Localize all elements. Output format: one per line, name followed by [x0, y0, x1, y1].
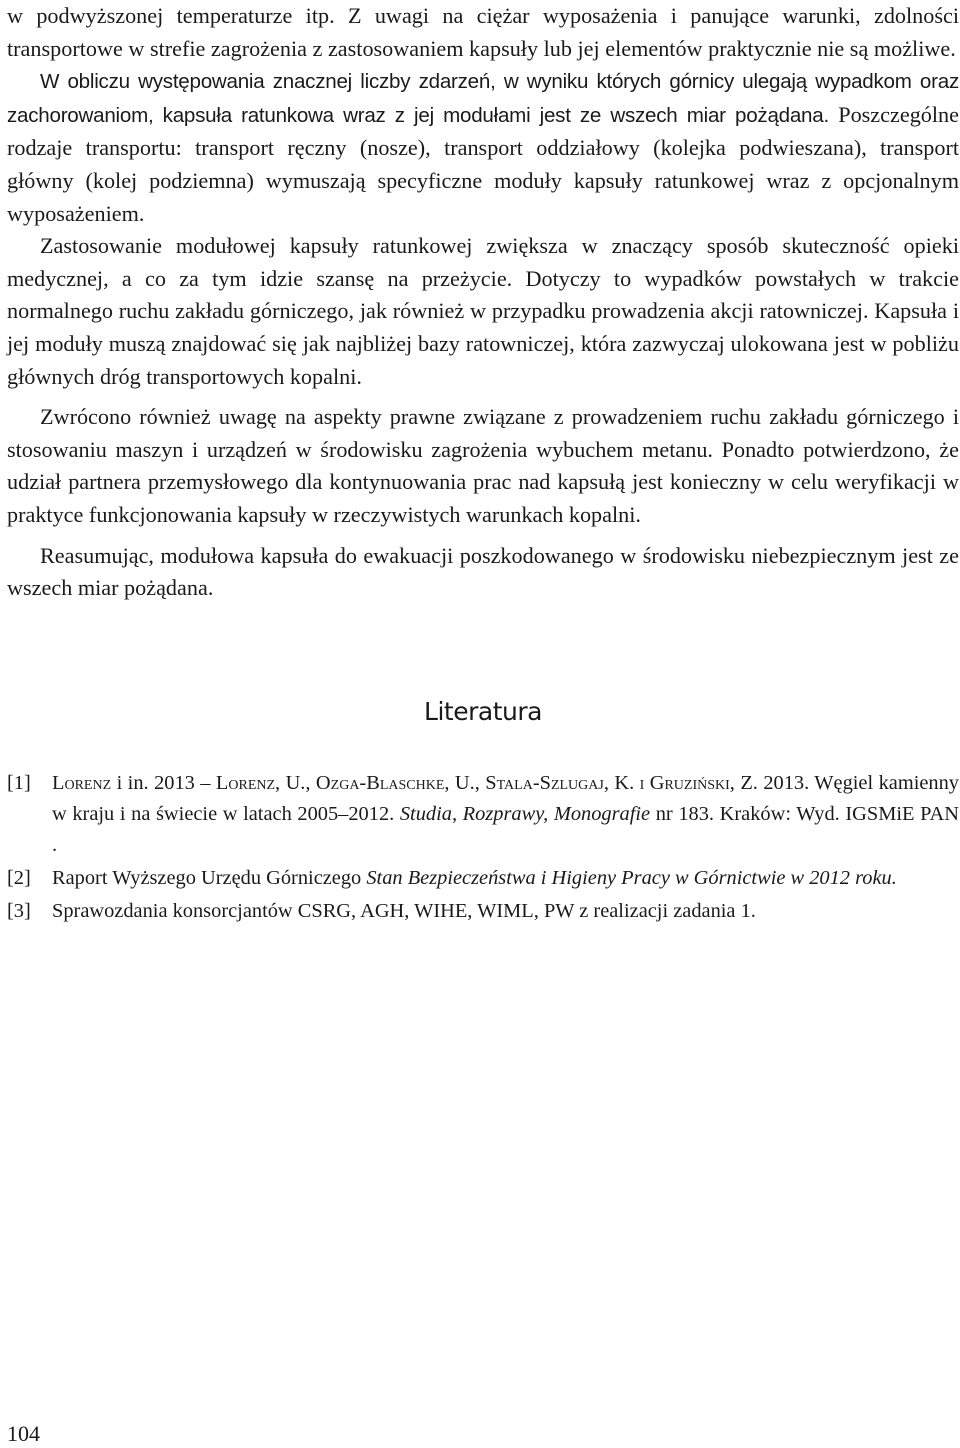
reference-3-text: Sprawozdania konsorcjantów CSRG, AGH, WIHE, WIML, PW z realizacji zadania 1.	[52, 900, 756, 922]
literature-heading: Literatura	[424, 697, 542, 726]
reference-item	[7, 896, 959, 927]
reference-1-title: 2013. Węgiel kamienny w kraju i na świecie w latach 2005–2012.	[52, 772, 959, 825]
paragraph-2-rest: Poszczególne rodzaje transportu: transport ręczny (nosze), transport oddziałowy (kolejka podwieszana), transport główny (kolej podziemna) wymuszają specyficzne moduły kapsuły ratunkowej wraz z opcjonalnym wyposażeniem.	[7, 101, 959, 226]
paragraph-2	[7, 65, 959, 230]
reference-1-publisher: nr 183. Kraków: Wyd. IGSMiE PAN .	[52, 803, 959, 856]
reference-number: [3]	[7, 900, 31, 922]
reference-list	[7, 768, 959, 927]
reference-1-series: Studia, Rozprawy, Monografie	[399, 803, 651, 825]
reference-1-authors: Lorenz, U., Ozga-Blaschke, U., Stala-Szlugaj, K. i Gruziński, Z.	[215, 772, 758, 794]
reference-number: [2]	[7, 867, 31, 889]
reference-number: [1]	[7, 772, 31, 794]
reference-item	[7, 863, 959, 894]
body-text	[7, 0, 959, 605]
paragraph-4: Zwrócono również uwagę na aspekty prawne związane z prowadzeniem ruchu zakładu górniczego i stosowaniu maszyn i urządzeń w środowisku zagrożenia wybuchem metanu. Ponadto potwierdzono, że udział partnera przemysłowego dla kontynuowania prac nad kapsułą jest konieczny w celu weryfikacji w praktyce funkcjonowania kapsuły w rzeczywistych warunkach kopalni.	[7, 404, 959, 527]
reference-1-year: i in. 2013 –	[111, 772, 216, 794]
page-number: 104	[7, 1421, 40, 1446]
reference-2-author: Raport Wyższego Urzędu Górniczego	[52, 867, 367, 889]
paragraph-5: Reasumując, modułowa kapsuła do ewakuacji poszkodowanego w środowisku niebezpiecznym jest ze wszech miar pożądana.	[7, 542, 959, 601]
reference-item	[7, 768, 959, 861]
document-page	[7, 0, 959, 1446]
paragraph-2-lead: W obliczu występowania znacznej liczby zdarzeń, w wyniku których górnicy ulegają wypadkom oraz zachorowaniom, kapsuła ratunkowa wraz z jej modułami jest ze wszech miar pożądana.	[7, 70, 959, 127]
reference-2-title: Stan Bezpieczeństwa i Higieny Pracy w Górnictwie w 2012 roku.	[366, 867, 897, 889]
paragraph-1: w podwyższonej temperaturze itp. Z uwagi na ciężar wyposażenia i panujące warunki, zdolności transportowe w strefie zagrożenia z zastosowaniem kapsuły lub jej elementów praktycznie nie są możliwe.	[7, 3, 959, 61]
paragraph-3: Zastosowanie modułowej kapsuły ratunkowej zwiększa w znaczący sposób skuteczność opieki medycznej, a co za tym idzie szansę na przeżycie. Dotyczy to wypadków powstałych w trakcie normalnego ruchu zakładu górniczego, jak również w przypadku prowadzenia akcji ratowniczej. Kapsuła i jej moduły muszą znajdować się jak najbliżej bazy ratowniczej, która zazwyczaj ulokowana jest w pobliżu głównych dróg transportowych kopalni.	[7, 233, 959, 389]
reference-1-key: Lorenz	[52, 772, 112, 794]
